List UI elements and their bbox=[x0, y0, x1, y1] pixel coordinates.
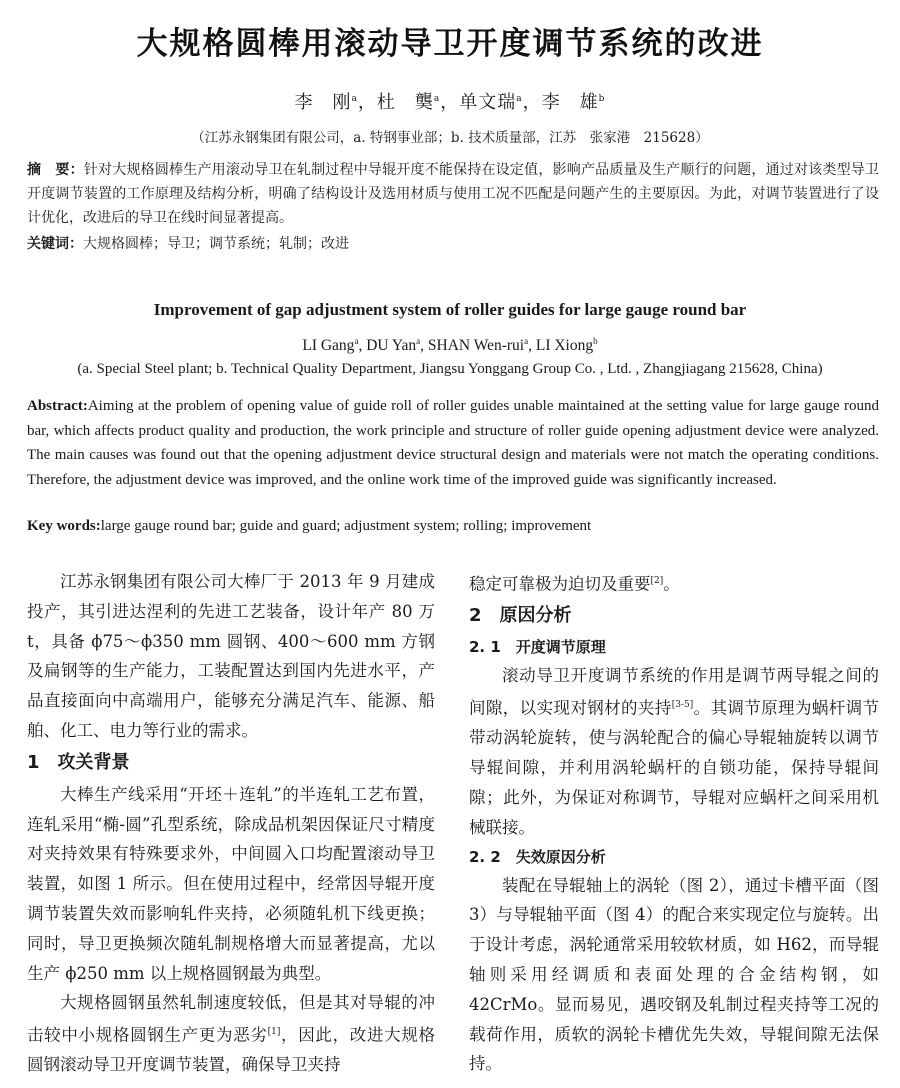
author-name: LI Gang bbox=[302, 337, 355, 355]
author-mark: a bbox=[351, 94, 358, 104]
subsection-heading: 2. 1 开度调节原理 bbox=[469, 638, 606, 657]
author-name: LI Xiong bbox=[535, 337, 594, 355]
english-keywords bbox=[27, 518, 879, 535]
citation: [2] bbox=[650, 576, 664, 586]
author-name: 李 刚 bbox=[294, 92, 352, 113]
english-abstract bbox=[27, 394, 879, 492]
author-name: 单文瑞 bbox=[459, 92, 517, 113]
keywords-label: 关键词： bbox=[27, 236, 83, 252]
author-name: 杜 龑 bbox=[376, 92, 434, 113]
paragraph bbox=[469, 567, 879, 599]
paragraph-text: 。 bbox=[663, 574, 680, 594]
author-mark: a bbox=[433, 94, 441, 104]
paragraph bbox=[469, 661, 879, 842]
author-separator: , bbox=[528, 337, 536, 355]
citation: [1] bbox=[267, 1027, 281, 1038]
paragraph-text: 大规格圆钢虽然轧制速度较低，但是其对导辊的冲击较中小规格圆钢生产更为恶劣 bbox=[27, 993, 435, 1045]
english-affiliation: (a. Special Steel plant; b. Technical Quality Department, Jiangsu Yonggang Group Co. , Ltd. , Zhangjiagang 215628, China) bbox=[77, 361, 823, 377]
author-name: 李 雄 bbox=[541, 92, 599, 113]
paragraph-text: 滚动导卫开度调节系统的作用是调节两导辊之间的间隙，以实现对钢材的夹持 bbox=[469, 666, 879, 718]
body-right-column bbox=[469, 567, 879, 1079]
subsection-heading: 2. 2 失效原因分析 bbox=[469, 847, 606, 866]
author-mark: a bbox=[354, 336, 359, 346]
author-mark: b bbox=[593, 336, 598, 346]
paragraph: 大棒生产线采用“开坯＋连轧”的半连轧工艺布置，连轧采用“椭-圆”孔型系统，除成品机架因保证尺寸精度对夹持效果有特殊要求外，中间圆入口均配置滚动导卫装置，如图 1 所示。但在使用过程中，经常因导辊开度调节装置失效而影响轧件夹持，必须随轧机下线更换；同时，导卫更换频次随轧制规格增大而显著提高，尤以生产 ϕ250 mm 以上规格圆钢最为典型。 bbox=[27, 784, 435, 983]
english-title: Improvement of gap adjustment system of roller guides for large gauge round bar bbox=[153, 300, 747, 319]
keywords-label: Key words: bbox=[27, 518, 101, 534]
author-separator: ， bbox=[522, 92, 542, 113]
author-separator: ， bbox=[357, 92, 377, 113]
paragraph-text: ，因此，改进大规格圆钢滚动导卫开度调节装置，确保导卫夹持 bbox=[27, 1025, 436, 1075]
section-heading: 2 原因分析 bbox=[469, 605, 572, 627]
author-mark: a bbox=[516, 94, 523, 104]
chinese-abstract bbox=[27, 158, 879, 230]
paragraph: 装配在导辊轴上的涡轮（图 2），通过卡槽平面（图 3）与导辊轴平面（图 4）的配合来实现定位与旋转。出于设计考虑，涡轮通常采用较软材质，如 H62，而导辊轴则采用经调质和表面处理的合金结构钢，如 42CrMo。显而易见，遇咬钢及轧制过程夹持等工况的载荷作用，质软的涡轮卡槽优先失效，导辊间隙无法保持。 bbox=[469, 875, 879, 1074]
chinese-authors bbox=[0, 88, 900, 114]
section-heading: 1 攻关背景 bbox=[27, 751, 130, 773]
chinese-affiliation: （江苏永钢集团有限公司，a. 特钢事业部；b. 技术质量部，江苏 张家港 215628） bbox=[191, 130, 709, 146]
paragraph-text: 。其调节原理为蜗杆调节带动涡轮旋转，使与涡轮配合的偏心导辊轴旋转以调节导辊间隙，并利用涡轮蜗杆的自锁功能，保持导辊间隙；此外，为保证对称调节，导辊对应蜗杆之间采用机械联接。 bbox=[469, 698, 879, 837]
keywords-text: large gauge round bar; guide and guard; adjustment system; rolling; improvement bbox=[100, 518, 592, 534]
author-separator: , bbox=[358, 337, 367, 355]
english-authors bbox=[0, 336, 900, 355]
citation: [3-5] bbox=[671, 700, 694, 711]
paragraph: 江苏永钢集团有限公司大棒厂于 2013 年 9 月建成投产，其引进达涅利的先进工艺装备，设计年产 80 万 t，具备 ϕ75～ϕ350 mm 圆钢、400～600 mm 方钢及扁钢等的生产能力，工装配置达到国内先进水平，产品直接面向中高端用户，能够充分满足汽车、能源、船舶、化工、电力等行业的需求。 bbox=[27, 572, 435, 740]
paragraph-text: 稳定可靠极为迫切及重要 bbox=[469, 574, 651, 594]
author-name: SHAN Wen-rui bbox=[427, 337, 525, 355]
abstract-label: Abstract: bbox=[27, 398, 88, 414]
author-separator: ， bbox=[440, 92, 460, 113]
chinese-keywords bbox=[27, 233, 879, 253]
author-mark: b bbox=[598, 94, 606, 104]
chinese-title: 大规格圆棒用滚动导卫开度调节系统的改进 bbox=[136, 26, 764, 62]
author-mark: a bbox=[416, 336, 421, 346]
abstract-text: 针对大规格圆棒生产用滚动导卫在轧制过程中导辊开度不能保持在设定值，影响产品质量及生产顺行的问题，通过对该类型导卫开度调节装置的工作原理及结构分析，明确了结构设计及选用材质与使用工况不匹配是问题产生的主要原因。为此，对调节装置进行了设计优化，改进后的导卫在线时间显著提高。 bbox=[27, 162, 880, 226]
keywords-text: 大规格圆棒；导卫；调节系统；轧制；改进 bbox=[83, 236, 349, 252]
body-left-column bbox=[27, 567, 435, 1080]
author-separator: , bbox=[420, 337, 428, 355]
paragraph bbox=[27, 988, 435, 1080]
author-name: DU Yan bbox=[366, 337, 417, 355]
abstract-label: 摘 要： bbox=[27, 162, 84, 178]
author-mark: a bbox=[524, 336, 529, 346]
abstract-text: Aiming at the problem of opening value of guide roll of roller guides unable maintained at the setting value for large gauge round bar, which affects product quality and production, the work principle and structure of roller guide opening adjustment device were analyzed. The main causes was found out that the opening adjustment device structural design and materials were not match the operating conditions. Therefore, the adjustment device was improved, and the online work time of the improved guide was significantly increased. bbox=[27, 398, 879, 488]
